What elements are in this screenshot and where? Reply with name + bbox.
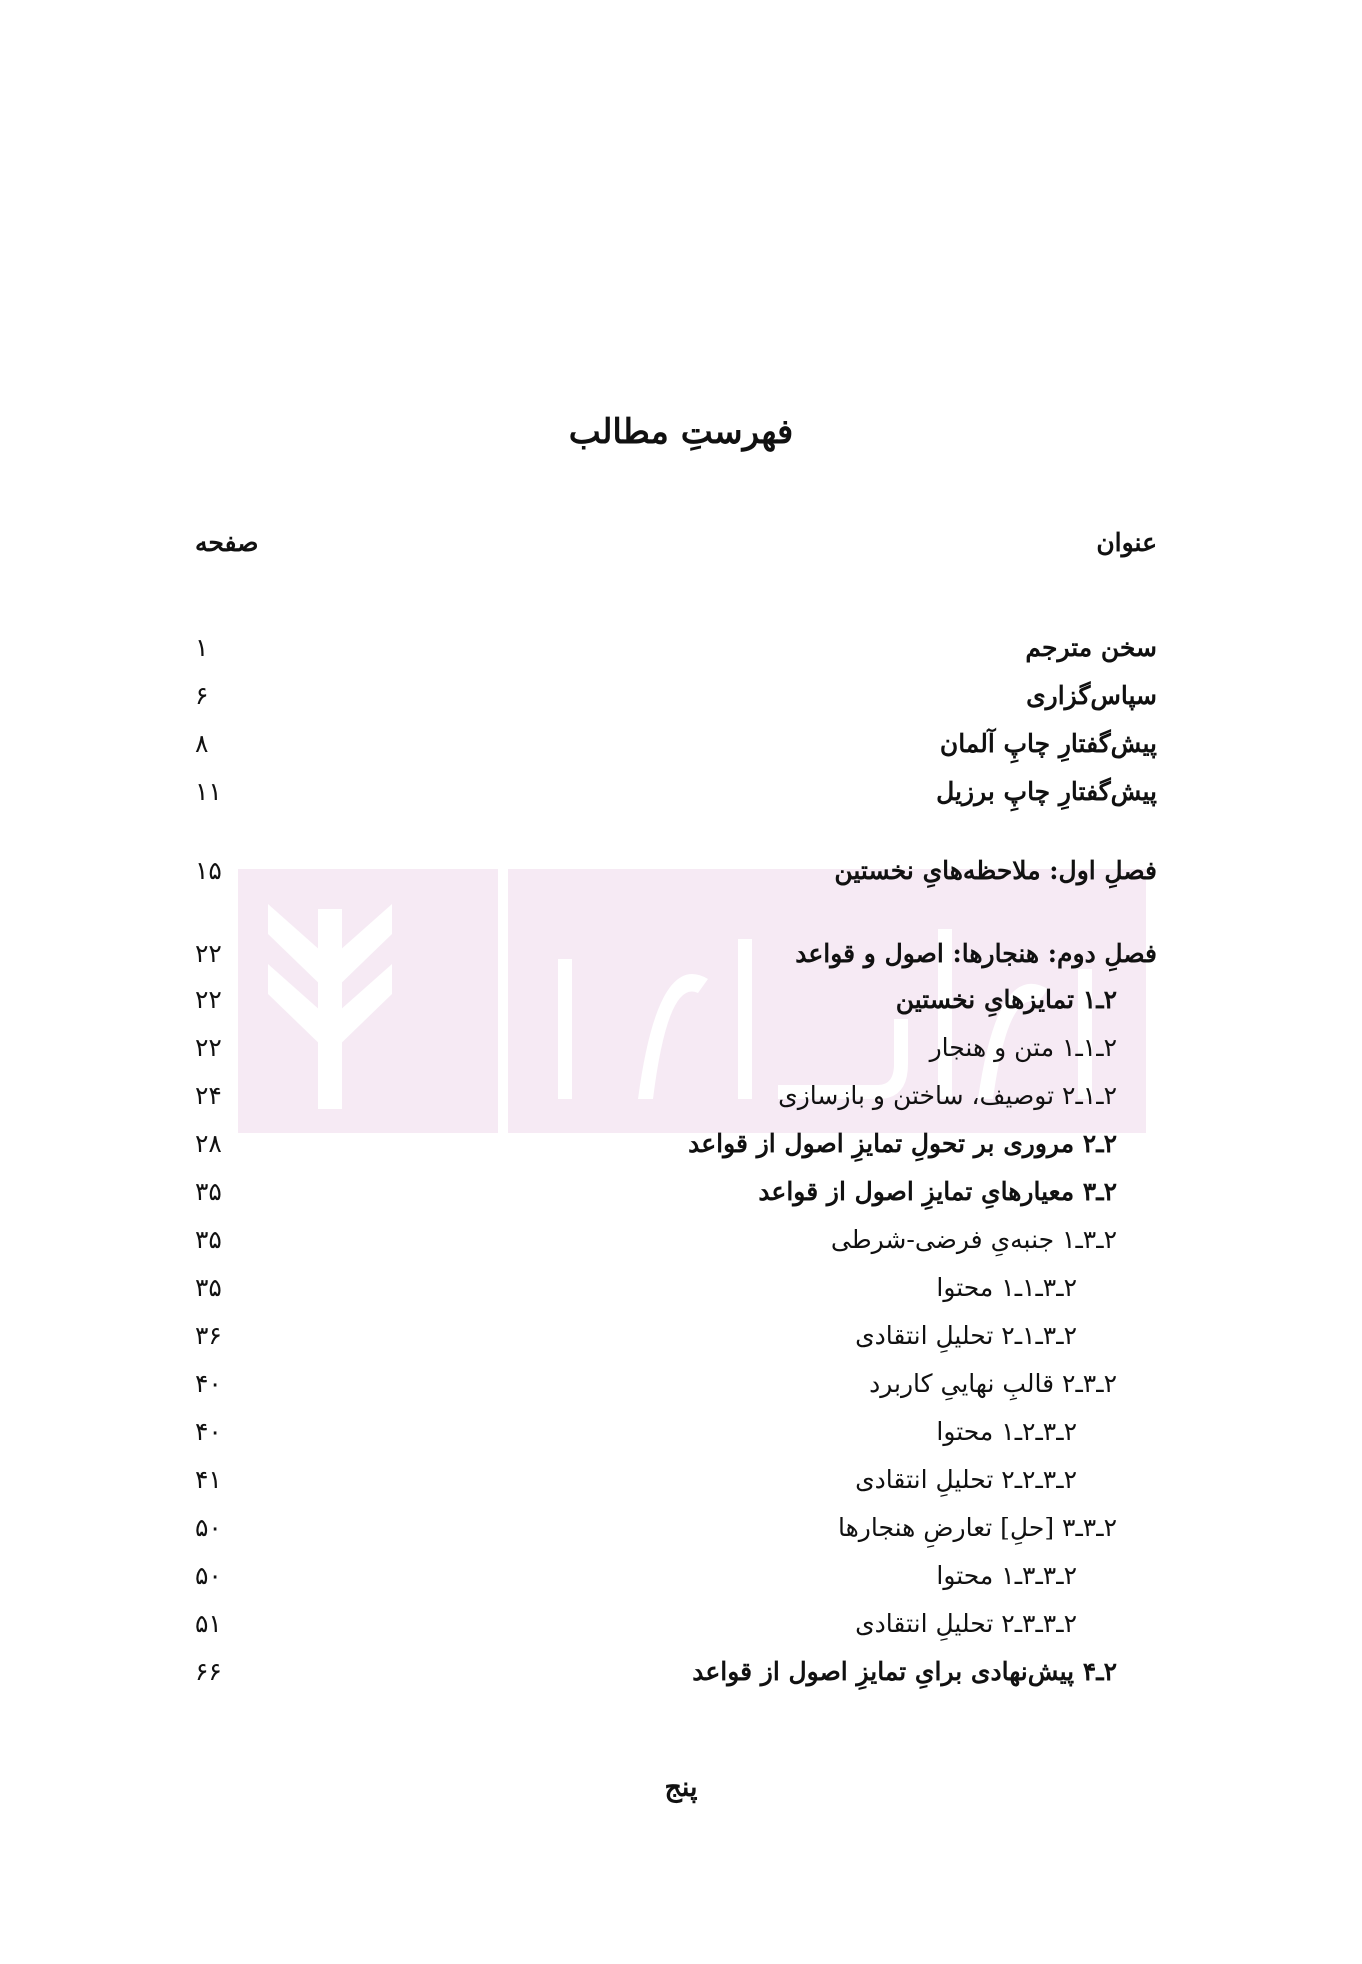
toc-entry-page: ۴۰ [195, 1369, 222, 1398]
toc-entry [0, 1028, 1362, 1068]
toc-entry-title: ۲ـ۳ـ۱ـ۲ تحلیلِ انتقادی [855, 1321, 1077, 1350]
toc-entry [0, 934, 1362, 974]
toc-entry-title: ۲ـ۳ـ۲ـ۲ تحلیلِ انتقادی [855, 1465, 1077, 1494]
toc-entry [0, 1556, 1362, 1596]
column-header-title: عنوان [1096, 528, 1157, 557]
toc-entry-page: ۱۵ [195, 856, 222, 885]
toc-entry [0, 1652, 1362, 1692]
toc-entry-page: ۱ [195, 633, 209, 662]
toc-entry [0, 1604, 1362, 1644]
toc-entry-page: ۲۲ [195, 1033, 222, 1062]
toc-entry [0, 1124, 1362, 1164]
page-folio: پنج [664, 1772, 698, 1803]
toc-entry-page: ۱۱ [195, 777, 222, 806]
toc-entry-page: ۴۱ [195, 1465, 222, 1494]
toc-entry [0, 851, 1362, 891]
toc-entry-title: ۲ـ۳ـ۳ [حلِ] تعارضِ هنجارها [838, 1513, 1117, 1542]
toc-entry-page: ۵۰ [195, 1561, 222, 1590]
toc-entry-title: ۲ـ۳ـ۳ـ۲ تحلیلِ انتقادی [855, 1609, 1077, 1638]
toc-entry-title: سخن مترجم [1025, 633, 1157, 662]
toc-title: فهرستِ مطالب [568, 412, 794, 452]
toc-entry [0, 1460, 1362, 1500]
toc-entry-page: ۶ [195, 681, 209, 710]
toc-entry-page: ۶۶ [195, 1657, 222, 1686]
toc-entry-title: ۲ـ۳ـ۳ـ۱ محتوا [936, 1561, 1077, 1590]
toc-entry-title: ۲ـ۳ـ۱ـ۱ محتوا [936, 1273, 1077, 1302]
toc-entry [0, 628, 1362, 668]
toc-entry-title: پیش‌گفتارِ چاپِ برزیل [936, 777, 1157, 806]
toc-entry-title: ۲ـ۱ تمایزهایِ نخستین [895, 985, 1117, 1014]
toc-entry-page: ۵۱ [195, 1609, 222, 1638]
toc-entry [0, 1508, 1362, 1548]
column-header-page: صفحه [195, 528, 259, 557]
toc-entry-page: ۲۲ [195, 985, 222, 1014]
toc-entry [0, 1268, 1362, 1308]
toc-entry-title: فصلِ اول: ملاحظه‌هایِ نخستین [834, 856, 1157, 885]
toc-entry-title: ۲ـ۱ـ۱ متن و هنجار [929, 1033, 1117, 1062]
toc-entry-page: ۳۵ [195, 1225, 222, 1254]
toc-entry-title: ۲ـ۳ـ۲ قالبِ نهاییِ کاربرد [869, 1369, 1117, 1398]
toc-entry-page: ۲۴ [195, 1081, 222, 1110]
toc-entry-title: فصلِ دوم: هنجارها: اصول و قواعد [795, 939, 1157, 968]
toc-entry-title: پیش‌گفتارِ چاپِ آلمان [939, 729, 1157, 758]
toc-entry [0, 1172, 1362, 1212]
toc-entry-page: ۳۶ [195, 1321, 222, 1350]
toc-entry [0, 1412, 1362, 1452]
toc-entry-page: ۴۰ [195, 1417, 222, 1446]
toc-entry [0, 1316, 1362, 1356]
toc-entry [0, 1076, 1362, 1116]
toc-entry-page: ۸ [195, 729, 209, 758]
toc-entry [0, 676, 1362, 716]
toc-entry-page: ۵۰ [195, 1513, 222, 1542]
toc-entry-title: ۲ـ۳ معیارهایِ تمایزِ اصول از قواعد [758, 1177, 1117, 1206]
toc-entry [0, 724, 1362, 764]
toc-entry-page: ۳۵ [195, 1177, 222, 1206]
toc-entry [0, 772, 1362, 812]
toc-entry-title: ۲ـ۳ـ۲ـ۱ محتوا [936, 1417, 1077, 1446]
toc-entry [0, 1364, 1362, 1404]
toc-entry-title: ۲ـ۲ مروری بر تحولِ تمایزِ اصول از قواعد [688, 1129, 1117, 1158]
toc-entry [0, 980, 1362, 1020]
toc-entry-page: ۲۸ [195, 1129, 222, 1158]
toc-entry-title: سپاس‌گزاری [1026, 681, 1157, 710]
toc-entry-page: ۲۲ [195, 939, 222, 968]
toc-entry-page: ۳۵ [195, 1273, 222, 1302]
toc-entry-title: ۲ـ۴ پیش‌نهادی برایِ تمایزِ اصول از قواعد [692, 1657, 1117, 1686]
toc-entry [0, 1220, 1362, 1260]
toc-entry-title: ۲ـ۱ـ۲ توصیف، ساختن و بازسازی [778, 1081, 1117, 1110]
toc-entry-title: ۲ـ۳ـ۱ جنبه‌یِ فرضی-شرطی [830, 1225, 1117, 1254]
